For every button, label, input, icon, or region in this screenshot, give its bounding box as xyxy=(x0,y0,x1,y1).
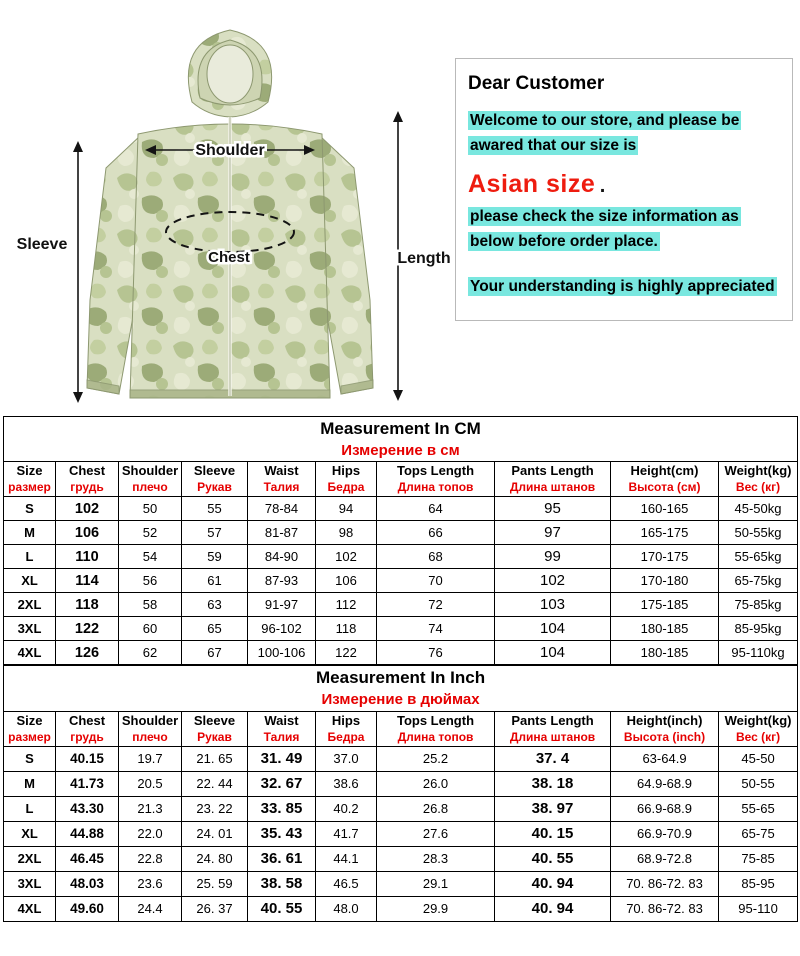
value-cell: 100-106 xyxy=(248,641,316,665)
value-cell: 50-55kg xyxy=(719,521,798,545)
value-cell: 43.30 xyxy=(56,796,119,821)
notice-check-text: please check the size information as below before order place. xyxy=(470,208,739,251)
value-cell: 66 xyxy=(377,521,495,545)
value-cell: 21. 65 xyxy=(182,746,248,771)
value-cell: 175-185 xyxy=(611,593,719,617)
value-cell: 102 xyxy=(495,569,611,593)
value-cell: 75-85 xyxy=(719,846,798,871)
column-header: Pants Length Длина штанов xyxy=(495,462,611,497)
size-cell: M xyxy=(4,771,56,796)
value-cell: 41.7 xyxy=(316,821,377,846)
value-cell: 66.9-70.9 xyxy=(611,821,719,846)
value-cell: 22. 44 xyxy=(182,771,248,796)
value-cell: 38.6 xyxy=(316,771,377,796)
column-header: Hips Бедра xyxy=(316,462,377,497)
shoulder-label: Shoulder xyxy=(195,142,265,159)
size-cell: 2XL xyxy=(4,846,56,871)
value-cell: 23. 22 xyxy=(182,796,248,821)
asian-size-text: Asian size xyxy=(468,169,596,198)
customer-notice xyxy=(455,58,793,321)
column-header: Shoulder плечо xyxy=(119,711,182,746)
size-cell: XL xyxy=(4,569,56,593)
value-cell: 60 xyxy=(119,617,182,641)
value-cell: 44.88 xyxy=(56,821,119,846)
value-cell: 170-180 xyxy=(611,569,719,593)
length-label: Length xyxy=(397,250,451,267)
cm-table-title xyxy=(4,417,798,462)
size-row xyxy=(4,521,798,545)
value-cell: 22.0 xyxy=(119,821,182,846)
size-cell: S xyxy=(4,746,56,771)
value-cell: 67 xyxy=(182,641,248,665)
value-cell: 95 xyxy=(495,497,611,521)
value-cell: 32. 67 xyxy=(248,771,316,796)
value-cell: 38. 58 xyxy=(248,871,316,896)
value-cell: 24.4 xyxy=(119,896,182,921)
column-header: Hips Бедра xyxy=(316,711,377,746)
size-row xyxy=(4,593,798,617)
column-header: Tops Length Длина топов xyxy=(377,462,495,497)
column-header: Sleeve Рукав xyxy=(182,711,248,746)
size-row xyxy=(4,746,798,771)
value-cell: 106 xyxy=(56,521,119,545)
value-cell: 65-75kg xyxy=(719,569,798,593)
value-cell: 70 xyxy=(377,569,495,593)
value-cell: 24. 80 xyxy=(182,846,248,871)
inch-title-ru: Измерение в дюймах xyxy=(321,691,480,709)
value-cell: 75-85kg xyxy=(719,593,798,617)
value-cell: 55-65 xyxy=(719,796,798,821)
value-cell: 99 xyxy=(495,545,611,569)
notice-title: Dear Customer xyxy=(468,73,605,94)
value-cell: 52 xyxy=(119,521,182,545)
size-row xyxy=(4,796,798,821)
value-cell: 40.15 xyxy=(56,746,119,771)
value-cell: 44.1 xyxy=(316,846,377,871)
value-cell: 40. 94 xyxy=(495,896,611,921)
value-cell: 96-102 xyxy=(248,617,316,641)
value-cell: 64 xyxy=(377,497,495,521)
size-cell: 3XL xyxy=(4,871,56,896)
chest-label: Chest xyxy=(208,249,250,266)
column-header: Chest грудь xyxy=(56,462,119,497)
value-cell: 76 xyxy=(377,641,495,665)
value-cell: 55-65kg xyxy=(719,545,798,569)
value-cell: 31. 49 xyxy=(248,746,316,771)
value-cell: 160-165 xyxy=(611,497,719,521)
value-cell: 56 xyxy=(119,569,182,593)
value-cell: 78-84 xyxy=(248,497,316,521)
value-cell: 29.9 xyxy=(377,896,495,921)
column-header: Pants Length Длина штанов xyxy=(495,711,611,746)
notice-check-line xyxy=(468,205,782,255)
cm-table-body xyxy=(4,497,798,665)
asian-size-line xyxy=(468,165,782,204)
value-cell: 49.60 xyxy=(56,896,119,921)
value-cell: 57 xyxy=(182,521,248,545)
column-header: Weight(kg) Вес (кг) xyxy=(719,711,798,746)
value-cell: 63-64.9 xyxy=(611,746,719,771)
cm-title-ru: Измерение в см xyxy=(341,441,460,459)
value-cell: 91-97 xyxy=(248,593,316,617)
value-cell: 25.2 xyxy=(377,746,495,771)
value-cell: 106 xyxy=(316,569,377,593)
value-cell: 70. 86-72. 83 xyxy=(611,871,719,896)
value-cell: 29.1 xyxy=(377,871,495,896)
value-cell: 126 xyxy=(56,641,119,665)
value-cell: 102 xyxy=(56,497,119,521)
inch-table-title xyxy=(4,666,798,711)
column-header: Size размер xyxy=(4,462,56,497)
value-cell: 55 xyxy=(182,497,248,521)
value-cell: 110 xyxy=(56,545,119,569)
inch-title-row xyxy=(4,666,798,711)
value-cell: 59 xyxy=(182,545,248,569)
sleeve-label: Sleeve xyxy=(16,236,68,253)
value-cell: 84-90 xyxy=(248,545,316,569)
value-cell: 87-93 xyxy=(248,569,316,593)
value-cell: 38. 97 xyxy=(495,796,611,821)
column-header: Size размер xyxy=(4,711,56,746)
size-row xyxy=(4,641,798,665)
value-cell: 26. 37 xyxy=(182,896,248,921)
inch-column-header-row xyxy=(4,711,798,746)
cm-size-table xyxy=(3,416,798,665)
value-cell: 37. 4 xyxy=(495,746,611,771)
value-cell: 81-87 xyxy=(248,521,316,545)
value-cell: 40.2 xyxy=(316,796,377,821)
column-header: Sleeve Рукав xyxy=(182,462,248,497)
value-cell: 45-50kg xyxy=(719,497,798,521)
value-cell: 94 xyxy=(316,497,377,521)
column-header: Waist Талия xyxy=(248,711,316,746)
value-cell: 25. 59 xyxy=(182,871,248,896)
size-cell: L xyxy=(4,545,56,569)
cm-title-en: Measurement In CM xyxy=(320,419,481,438)
value-cell: 50-55 xyxy=(719,771,798,796)
value-cell: 62 xyxy=(119,641,182,665)
size-row xyxy=(4,569,798,593)
value-cell: 64.9-68.9 xyxy=(611,771,719,796)
value-cell: 46.45 xyxy=(56,846,119,871)
column-header: Height(cm) Высота (см) xyxy=(611,462,719,497)
value-cell: 72 xyxy=(377,593,495,617)
value-cell: 58 xyxy=(119,593,182,617)
product-illustration-section xyxy=(0,0,800,416)
column-header: Waist Талия xyxy=(248,462,316,497)
size-row xyxy=(4,771,798,796)
column-header: Chest грудь xyxy=(56,711,119,746)
inch-size-table xyxy=(3,665,798,921)
value-cell: 95-110kg xyxy=(719,641,798,665)
value-cell: 36. 61 xyxy=(248,846,316,871)
value-cell: 85-95kg xyxy=(719,617,798,641)
asian-size-period: . xyxy=(599,174,606,197)
jacket-illustration xyxy=(0,0,455,416)
value-cell: 118 xyxy=(316,617,377,641)
value-cell: 68.9-72.8 xyxy=(611,846,719,871)
value-cell: 50 xyxy=(119,497,182,521)
column-header: Weight(kg) Вес (кг) xyxy=(719,462,798,497)
size-row xyxy=(4,545,798,569)
value-cell: 122 xyxy=(56,617,119,641)
value-cell: 45-50 xyxy=(719,746,798,771)
value-cell: 19.7 xyxy=(119,746,182,771)
size-row xyxy=(4,846,798,871)
value-cell: 85-95 xyxy=(719,871,798,896)
value-cell: 65 xyxy=(182,617,248,641)
value-cell: 102 xyxy=(316,545,377,569)
notice-appreciate-line xyxy=(468,275,782,300)
value-cell: 165-175 xyxy=(611,521,719,545)
inch-title-en: Measurement In Inch xyxy=(316,668,486,688)
value-cell: 22.8 xyxy=(119,846,182,871)
value-cell: 38. 18 xyxy=(495,771,611,796)
value-cell: 35. 43 xyxy=(248,821,316,846)
value-cell: 40. 55 xyxy=(495,846,611,871)
notice-welcome-line xyxy=(468,109,782,159)
size-row xyxy=(4,896,798,921)
cm-title-row xyxy=(4,417,798,462)
value-cell: 95-110 xyxy=(719,896,798,921)
value-cell: 33. 85 xyxy=(248,796,316,821)
size-tables-section xyxy=(0,416,800,922)
notice-appreciate-text: Your understanding is highly appreciated xyxy=(470,277,775,295)
value-cell: 28.3 xyxy=(377,846,495,871)
value-cell: 40. 15 xyxy=(495,821,611,846)
value-cell: 70. 86-72. 83 xyxy=(611,896,719,921)
value-cell: 103 xyxy=(495,593,611,617)
value-cell: 122 xyxy=(316,641,377,665)
column-header: Shoulder плечо xyxy=(119,462,182,497)
value-cell: 40. 55 xyxy=(248,896,316,921)
value-cell: 48.03 xyxy=(56,871,119,896)
value-cell: 37.0 xyxy=(316,746,377,771)
value-cell: 112 xyxy=(316,593,377,617)
size-row xyxy=(4,617,798,641)
value-cell: 63 xyxy=(182,593,248,617)
value-cell: 26.0 xyxy=(377,771,495,796)
value-cell: 74 xyxy=(377,617,495,641)
value-cell: 40. 94 xyxy=(495,871,611,896)
size-cell: S xyxy=(4,497,56,521)
size-cell: 4XL xyxy=(4,896,56,921)
value-cell: 180-185 xyxy=(611,617,719,641)
value-cell: 24. 01 xyxy=(182,821,248,846)
size-row xyxy=(4,497,798,521)
column-header: Height(inch) Высота (inch) xyxy=(611,711,719,746)
value-cell: 170-175 xyxy=(611,545,719,569)
column-header: Tops Length Длина топов xyxy=(377,711,495,746)
value-cell: 97 xyxy=(495,521,611,545)
value-cell: 180-185 xyxy=(611,641,719,665)
value-cell: 46.5 xyxy=(316,871,377,896)
value-cell: 21.3 xyxy=(119,796,182,821)
size-cell: 3XL xyxy=(4,617,56,641)
value-cell: 48.0 xyxy=(316,896,377,921)
value-cell: 114 xyxy=(56,569,119,593)
value-cell: 23.6 xyxy=(119,871,182,896)
value-cell: 61 xyxy=(182,569,248,593)
value-cell: 118 xyxy=(56,593,119,617)
size-row xyxy=(4,871,798,896)
value-cell: 65-75 xyxy=(719,821,798,846)
size-cell: 4XL xyxy=(4,641,56,665)
value-cell: 54 xyxy=(119,545,182,569)
cm-column-header-row xyxy=(4,462,798,497)
notice-welcome-text: Welcome to our store, and please be awared that our size is xyxy=(470,112,740,154)
value-cell: 26.8 xyxy=(377,796,495,821)
size-cell: L xyxy=(4,796,56,821)
value-cell: 98 xyxy=(316,521,377,545)
value-cell: 41.73 xyxy=(56,771,119,796)
size-cell: XL xyxy=(4,821,56,846)
size-row xyxy=(4,821,798,846)
inch-table-body xyxy=(4,746,798,921)
size-cell: 2XL xyxy=(4,593,56,617)
value-cell: 66.9-68.9 xyxy=(611,796,719,821)
value-cell: 104 xyxy=(495,641,611,665)
value-cell: 20.5 xyxy=(119,771,182,796)
value-cell: 104 xyxy=(495,617,611,641)
size-cell: M xyxy=(4,521,56,545)
value-cell: 68 xyxy=(377,545,495,569)
value-cell: 27.6 xyxy=(377,821,495,846)
